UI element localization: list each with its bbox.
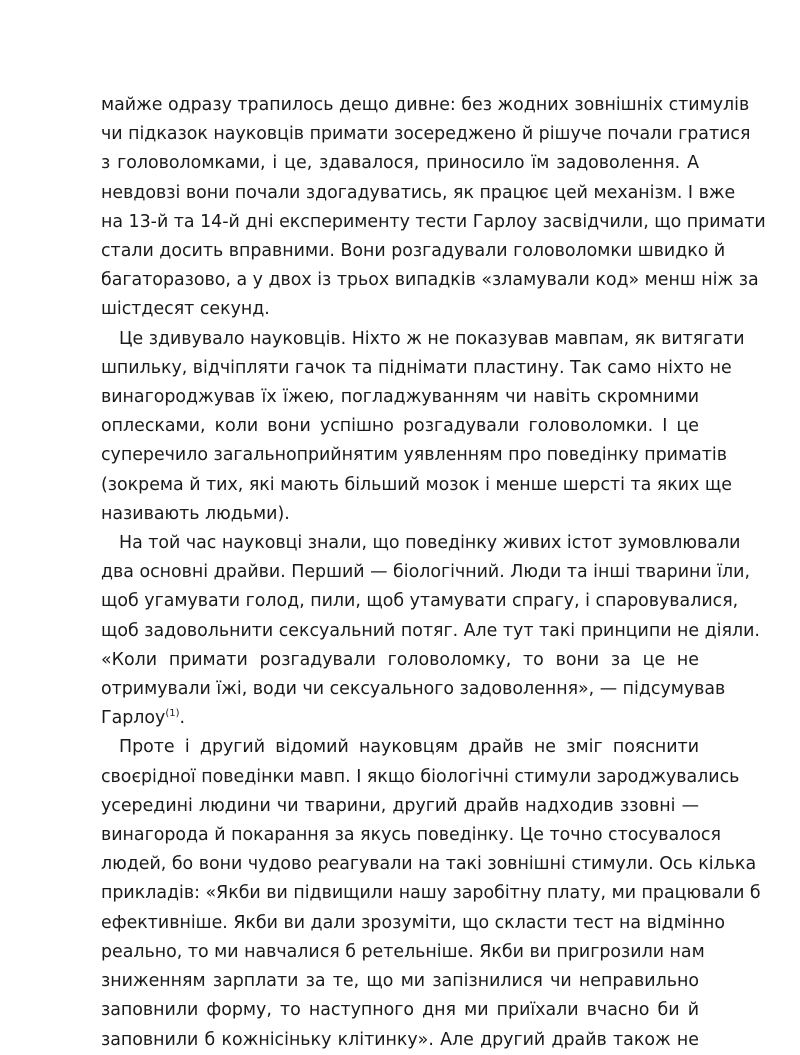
footnote-marker[interactable]: (1) <box>165 708 180 720</box>
text-line: винагороджував їх їжею, погладжуванням чи навіть скромними <box>101 387 699 408</box>
text-line: своєрідної поведінки мавп. І якщо біологічні стимули зароджувались <box>101 766 740 787</box>
text-line: щоб задовольнити сексуальний потяг. Але тут такі принципи не діяли. <box>101 620 760 641</box>
text-line: заповнили форму, то наступного дня ми приїхали вчасно би й <box>101 1000 699 1021</box>
text-line: Проте і другий відомий науковцям драйв не зміг пояснити <box>119 737 699 758</box>
paragraph-1 <box>101 91 766 325</box>
text-line: два основні драйви. Перший — біологічний. Люди та інші тварини їли, <box>101 562 750 583</box>
text-line: Це здивувало науковців. Ніхто ж не показував мавпам, як витягати <box>119 328 745 349</box>
text-line: з головоломками, і це, здавалося, приносило їм задоволення. А <box>101 153 699 174</box>
text-line: отримували їжі, води чи сексуального задоволення», — підсумував <box>101 679 726 700</box>
text-line <box>101 704 699 733</box>
text-line: усередині людини чи тварини, другий драйв надходив ззовні — <box>101 795 699 816</box>
text-line: реально, то ми навчалися б ретельніше. Якби ви пригрозили нам <box>101 941 705 962</box>
text-line: шістдесят секунд. <box>101 299 270 320</box>
text-line: прикладів: «Якби ви підвищили нашу заробітну плату, ми працювали б <box>101 883 761 904</box>
text-line: ефективніше. Якби ви дали зрозуміти, що скласти тест на відмінно <box>101 912 726 933</box>
sentence-end: . <box>179 708 186 729</box>
text-line-content: Гарлоу <box>101 708 166 729</box>
text-line: винагорода й покарання за якусь поведінку. Це точно стосувалося <box>101 825 721 846</box>
text-line: невдовзі вони почали здогадуватись, як працює цей механізм. І вже <box>101 182 736 203</box>
text-line: щоб угамувати голод, пили, щоб утамувати спрагу, і спаровувалися, <box>101 591 739 612</box>
paragraph-3 <box>101 529 760 733</box>
text-line: заповнили б кожнісіньку клітинку». Але другий драйв також не <box>101 1029 699 1050</box>
text-line: шпильку, відчіпляти гачок та піднімати пластину. Так само ніхто не <box>101 357 732 378</box>
paragraph-4 <box>101 733 761 1054</box>
paragraph-2 <box>101 325 745 529</box>
text-line: суперечило загальноприйнятим уявленням про поведінку приматів <box>101 445 727 466</box>
text-line: на 13-й та 14-й дні експерименту тести Гарлоу засвідчили, що примати <box>101 211 766 232</box>
body-text <box>101 91 766 1055</box>
text-line: зниженням зарплати за те, що ми запізнилися чи неправильно <box>101 971 699 992</box>
text-line: називають людьми). <box>101 503 290 524</box>
text-line: багаторазово, а у двох із трьох випадків «зламували код» менш ніж за <box>101 270 759 291</box>
text-line: чи підказок науковців примати зосереджено й рішуче почали гратися <box>101 124 751 145</box>
text-line: людей, бо вони чудово реагували на такі зовнішні стимули. Ось кілька <box>101 854 757 875</box>
text-line: (зокрема й тих, які мають більший мозок і менше шерсті та яких ще <box>101 474 732 495</box>
text-line: На той час науковці знали, що поведінку живих істот зумовлювали <box>119 533 741 554</box>
text-line: стали досить вправними. Вони розгадували головоломки швидко й <box>101 241 726 262</box>
text-line: оплесками, коли вони успішно розгадували головоломки. І це <box>101 416 699 437</box>
text-line: «Коли примати розгадували головоломку, то вони за це не <box>101 649 699 670</box>
text-line: майже одразу трапилось дещо дивне: без жодних зовнішніх стимулів <box>101 95 750 115</box>
